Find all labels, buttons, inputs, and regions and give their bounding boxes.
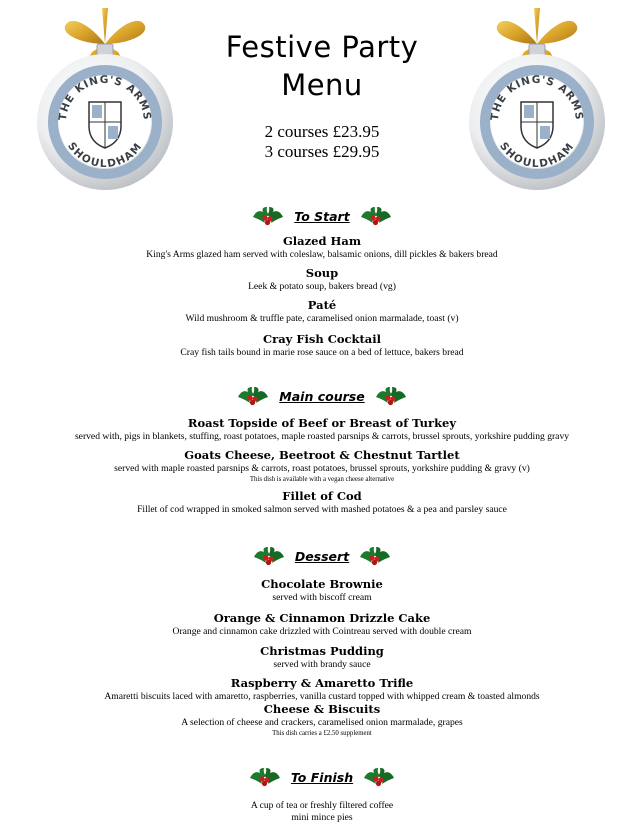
menu-item-name: Cray Fish Cocktail [262, 332, 381, 346]
badge-name-bottom-right: SHOULDHAM [497, 140, 578, 171]
holly-icon [362, 764, 396, 790]
menu-item [0, 266, 644, 293]
menu-item [0, 298, 644, 325]
badge-name-top-left: THE KING'S ARMS [56, 73, 154, 122]
section-heading-start [0, 203, 644, 229]
section-title-dessert: Dessert [294, 548, 350, 564]
menu-item-name: Paté [307, 298, 337, 312]
section-heading-main [0, 383, 644, 409]
menu-item-desc: served with, pigs in blankets, stuffing, roast potatoes, maple roasted parsnips & carrots, brussel sprouts, yorkshire pudding gravy [74, 431, 570, 442]
menu-item-desc: Fillet of cod wrapped in smoked salmon served with mashed potatoes & a pea and parsley sauce [137, 504, 507, 515]
finish-block [0, 800, 644, 824]
menu-item-name: Soup [305, 266, 339, 280]
price-three-courses: 3 courses £29.95 [264, 142, 380, 161]
finish-line-1: A cup of tea or freshly filtered coffee [250, 800, 394, 811]
price-block [140, 122, 504, 162]
menu-item-name: Orange & Cinnamon Drizzle Cake [213, 611, 431, 625]
menu-item-desc: Orange and cinnamon cake drizzled with Cointreau served with double cream [172, 626, 472, 637]
title-line-1: Festive Party [225, 30, 419, 64]
menu-item-name: Glazed Ham [282, 234, 362, 248]
holly-icon [251, 203, 285, 229]
section-heading-finish [0, 764, 644, 790]
menu-item-name: Goats Cheese, Beetroot & Chestnut Tartlet [184, 448, 460, 462]
menu-item-name: Chocolate Brownie [261, 577, 383, 591]
menu-item-note: This dish is available with a vegan cheese alternative [249, 476, 395, 483]
menu-item-name: Raspberry & Amaretto Trifle [230, 676, 414, 690]
price-two-courses: 2 courses £23.95 [264, 122, 380, 141]
holly-icon [248, 764, 282, 790]
menu-item [0, 676, 644, 703]
menu-item-desc: served with maple roasted parsnips & carrots, roast potatoes, brussel sprouts, yorkshire pudding & gravy (v) [114, 463, 530, 474]
menu-item [0, 332, 644, 359]
badge-name-bottom-left: SHOULDHAM [65, 140, 146, 171]
menu-item-name: Roast Topside of Beef or Breast of Turkey [187, 416, 457, 430]
menu-item [0, 702, 644, 738]
menu-item-desc: Cray fish tails bound in marie rose sauce on a bed of lettuce, bakers bread [180, 347, 464, 358]
menu-item-desc: A selection of cheese and crackers, caramelised onion marmalade, grapes [181, 717, 463, 728]
menu-item-desc: Amaretti biscuits laced with amaretto, raspberries, vanilla custard topped with whipped cream & toasted almonds [104, 691, 540, 702]
menu-item [0, 611, 644, 638]
menu-item [0, 234, 644, 261]
finish-line-2: mini mince pies [291, 812, 353, 823]
badge-name-top-right: THE KING'S ARMS [488, 73, 586, 122]
holly-icon [358, 543, 392, 569]
title-line-2: Menu [281, 68, 363, 102]
menu-item [0, 416, 644, 443]
holly-icon [359, 203, 393, 229]
menu-item [0, 489, 644, 516]
menu-item-desc: King's Arms glazed ham served with coleslaw, balsamic onions, dill pickles & bakers bread [146, 249, 498, 260]
holly-icon [236, 383, 270, 409]
section-title-start: To Start [294, 208, 350, 224]
page-title [140, 28, 504, 104]
menu-item-desc: served with brandy sauce [273, 659, 371, 670]
menu-item-desc: Wild mushroom & truffle pate, caramelised onion marmalade, toast (v) [185, 313, 459, 324]
menu-item-name: Christmas Pudding [260, 644, 384, 658]
menu-item [0, 448, 644, 484]
menu-item-name: Fillet of Cod [282, 489, 362, 503]
holly-icon [252, 543, 286, 569]
menu-item-name: Cheese & Biscuits [263, 702, 381, 716]
menu-item-note: This dish carries a £2.50 supplement [272, 730, 372, 737]
menu-item-desc: served with biscoff cream [272, 592, 372, 603]
menu-item [0, 577, 644, 604]
section-heading-dessert [0, 543, 644, 569]
holly-icon [374, 383, 408, 409]
menu-item [0, 644, 644, 671]
section-title-main: Main course [279, 388, 365, 404]
section-title-finish: To Finish [290, 769, 354, 785]
menu-item-desc: Leek & potato soup, bakers bread (vg) [248, 281, 396, 292]
